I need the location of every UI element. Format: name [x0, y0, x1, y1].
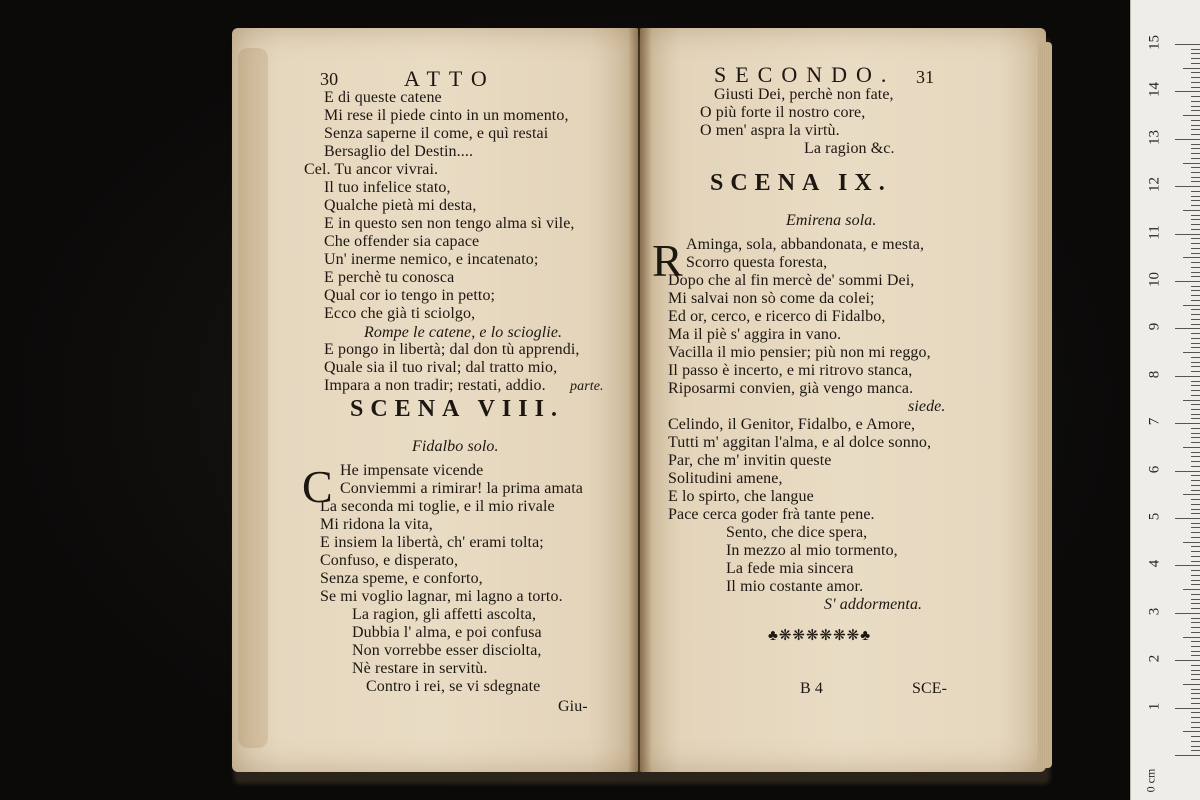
ruler-tick	[1191, 480, 1200, 481]
ruler-tick	[1191, 181, 1200, 182]
text-line: E perchè tu conosca	[324, 269, 455, 286]
catchword: SCE-	[912, 680, 948, 697]
ruler-tick	[1183, 68, 1200, 69]
text-line: Il mio costante amor.	[726, 578, 864, 595]
ruler-label: 2	[1146, 654, 1163, 663]
ruler-label: 9	[1146, 323, 1163, 331]
text-line: In mezzo al mio tormento,	[726, 542, 898, 559]
text-line: Riposarmi convien, già vengo manca.	[668, 380, 914, 397]
page-stain	[238, 48, 268, 748]
ruler-tick	[1191, 641, 1200, 642]
ruler-tick	[1191, 532, 1200, 533]
ruler-tick	[1191, 96, 1200, 97]
ruler-tick	[1191, 267, 1200, 268]
ruler-tick	[1191, 290, 1200, 291]
ruler-tick	[1191, 665, 1200, 666]
ruler-tick	[1191, 106, 1200, 107]
text-line: Un' inerme nemico, e incatenato;	[324, 251, 539, 268]
page-number: 31	[916, 67, 935, 87]
running-head: SECONDO.	[714, 62, 896, 87]
stage-direction: siede.	[908, 398, 946, 415]
ruler-tick	[1191, 561, 1200, 562]
ruler-tick	[1191, 276, 1200, 277]
ruler-tick	[1175, 471, 1200, 472]
text-line: Qual cor io tengo in petto;	[324, 287, 496, 304]
ruler-tick	[1183, 305, 1200, 306]
ruler-tick	[1191, 599, 1200, 600]
ruler-tick	[1191, 385, 1200, 386]
ruler-tick	[1175, 328, 1200, 329]
ruler-tick	[1191, 442, 1200, 443]
ruler-tick	[1191, 703, 1200, 704]
text-line: Dubbia l' alma, e poi confusa	[352, 624, 542, 641]
text-line: O più forte il nostro core,	[700, 104, 866, 121]
ruler-tick	[1191, 148, 1200, 149]
ruler-tick	[1191, 371, 1200, 372]
ruler-tick	[1191, 366, 1200, 367]
text-line: Giusti Dei, perchè non fate,	[714, 86, 894, 103]
ruler-tick	[1191, 338, 1200, 339]
ruler-tick	[1191, 215, 1200, 216]
open-book	[228, 28, 1048, 780]
ruler-tick	[1191, 722, 1200, 723]
ruler-tick	[1191, 618, 1200, 619]
text-line: Senza saperne il come, e quì restai	[324, 125, 549, 142]
text-line: Che offender sia capace	[324, 233, 480, 250]
ruler-tick	[1175, 755, 1200, 756]
ruler-tick	[1191, 674, 1200, 675]
text-line: O men' aspra la virtù.	[700, 122, 840, 139]
ruler-tick	[1191, 418, 1200, 419]
ruler-tick	[1191, 153, 1200, 154]
scene-character: Fidalbo solo.	[412, 438, 499, 455]
ruler-tick	[1175, 565, 1200, 566]
ruler-unit: 0 cm	[1143, 768, 1158, 793]
ruler-label: 5	[1146, 512, 1163, 521]
ruler-tick	[1175, 234, 1200, 235]
ruler-tick	[1191, 513, 1200, 514]
ruler-tick	[1191, 651, 1200, 652]
text-line: La seconda mi toglie, e il mio rivale	[320, 498, 555, 515]
ruler-tick	[1191, 395, 1200, 396]
ruler-tick	[1191, 63, 1200, 64]
ruler-tick	[1175, 139, 1200, 140]
ruler-tick	[1191, 584, 1200, 585]
ruler-tick	[1191, 191, 1200, 192]
ruler-label: 4	[1146, 560, 1163, 568]
catchword: Giu-	[558, 698, 588, 715]
text-line: Celindo, il Genitor, Fidalbo, e Amore,	[668, 416, 916, 433]
ruler-tick	[1191, 466, 1200, 467]
text-line: Tutti m' aggitan l'alma, e al dolce sonno,	[668, 434, 932, 451]
ruler-tick	[1191, 82, 1200, 83]
ruler-tick	[1191, 172, 1200, 173]
ruler-tick	[1191, 698, 1200, 699]
ruler-tick	[1191, 409, 1200, 410]
ruler-tick	[1191, 53, 1200, 54]
drop-capital: C	[302, 461, 333, 512]
text-line: Non vorrebbe esser disciolta,	[352, 642, 542, 659]
ruler-tick	[1191, 414, 1200, 415]
ruler-tick	[1191, 622, 1200, 623]
text-line: Vacilla il mio pensier; più non mi reggo,	[668, 344, 931, 361]
ruler-tick	[1191, 679, 1200, 680]
ruler-tick	[1191, 670, 1200, 671]
ruler-label: 12	[1146, 177, 1163, 193]
ruler-tick	[1191, 200, 1200, 201]
ruler-tick	[1191, 58, 1200, 59]
ruler-tick	[1191, 509, 1200, 510]
ruler-label: 8	[1146, 370, 1163, 379]
ruler-tick	[1175, 660, 1200, 661]
ruler-tick	[1191, 87, 1200, 88]
ruler-tick	[1183, 589, 1200, 590]
ruler-tick	[1191, 404, 1200, 405]
ruler-tick	[1191, 437, 1200, 438]
ruler-tick	[1183, 731, 1200, 732]
ruler-tick	[1191, 295, 1200, 296]
ruler-tick	[1191, 485, 1200, 486]
ruler-tick	[1191, 286, 1200, 287]
text-line: Se mi voglio lagnar, mi lagno a torto.	[320, 588, 563, 605]
text-line: E lo spirto, che langue	[668, 488, 814, 505]
ruler-tick	[1191, 608, 1200, 609]
ruler-tick	[1183, 637, 1200, 638]
ruler-tick	[1191, 693, 1200, 694]
ruler-tick	[1191, 77, 1200, 78]
page-number: 30	[320, 69, 339, 89]
da-capo: La ragion &c.	[804, 140, 895, 157]
ruler-tick	[1191, 504, 1200, 505]
ruler-tick	[1191, 741, 1200, 742]
ruler-tick	[1191, 248, 1200, 249]
ruler-label: 15	[1146, 35, 1163, 50]
text-line: E insiem la libertà, ch' erami tolta;	[320, 534, 544, 551]
text-line: Mi ridona la vita,	[320, 516, 433, 533]
ruler-tick	[1191, 219, 1200, 220]
ruler-tick	[1175, 423, 1200, 424]
ruler-tick	[1191, 224, 1200, 225]
ruler-tick	[1191, 433, 1200, 434]
ruler-tick	[1191, 333, 1200, 334]
ruler-tick	[1175, 613, 1200, 614]
drop-capital: R	[652, 235, 683, 286]
ruler-tick	[1183, 542, 1200, 543]
text-line: Qualche pietà mi desta,	[324, 197, 477, 214]
ruler-tick	[1191, 594, 1200, 595]
text-line: Quale sia il tuo rival; dal tratto mio,	[324, 359, 558, 376]
ruler-tick	[1191, 314, 1200, 315]
ruler-tick	[1183, 257, 1200, 258]
ruler-tick	[1191, 309, 1200, 310]
ruler-tick	[1183, 115, 1200, 116]
text-line: Impara a non tradir; restati, addio.	[324, 377, 546, 394]
ruler-tick	[1191, 475, 1200, 476]
ruler-tick	[1175, 91, 1200, 92]
ruler-label: 13	[1146, 129, 1163, 145]
ruler-tick	[1175, 186, 1200, 187]
ruler-tick	[1191, 712, 1200, 713]
text-line: La ragion, gli affetti ascolta,	[352, 606, 537, 623]
ruler-tick	[1191, 381, 1200, 382]
ruler-tick	[1183, 400, 1200, 401]
ruler-tick	[1191, 120, 1200, 121]
text-line: Il tuo infelice stato,	[324, 179, 451, 196]
ruler-tick	[1191, 546, 1200, 547]
text-line: Scorro questa foresta,	[686, 254, 828, 271]
ruler-tick	[1191, 167, 1200, 168]
ruler-tick	[1175, 518, 1200, 519]
text-line: Conviemmi a rimirar! la prima amata	[340, 480, 583, 497]
text-line: Sento, che dice spera,	[726, 524, 868, 541]
ruler-label: 3	[1146, 607, 1163, 616]
text-line: Ma il piè s' aggira in vano.	[668, 326, 842, 343]
ruler-tick	[1191, 632, 1200, 633]
text-line: Cel. Tu ancor vivrai.	[304, 161, 439, 178]
ruler-tick	[1191, 452, 1200, 453]
ruler-tick	[1191, 537, 1200, 538]
left-page	[232, 28, 638, 772]
printer-ornament: ♣❋❋❋❋❋❋♣	[768, 628, 872, 644]
stage-direction: Rompe le catene, e lo scioglie.	[364, 324, 563, 341]
ruler-tick	[1183, 210, 1200, 211]
ruler-label: 1	[1146, 702, 1163, 710]
ruler-label: 11	[1146, 224, 1163, 240]
stage-direction: S' addormenta.	[824, 596, 923, 613]
page-edges	[1038, 42, 1052, 768]
text-line: Contro i rei, se vi sdegnate	[366, 678, 541, 695]
ruler-tick	[1191, 272, 1200, 273]
measurement-ruler	[1130, 0, 1200, 800]
ruler-tick	[1191, 390, 1200, 391]
ruler-tick	[1191, 646, 1200, 647]
ruler-tick	[1183, 494, 1200, 495]
ruler-tick	[1191, 556, 1200, 557]
ruler-tick	[1191, 499, 1200, 500]
ruler-tick	[1191, 603, 1200, 604]
text-line: Nè restare in servitù.	[352, 660, 488, 677]
ruler-label: 10	[1146, 272, 1163, 287]
ruler-tick	[1175, 44, 1200, 45]
ruler-label: 6	[1146, 465, 1163, 473]
ruler-tick	[1191, 319, 1200, 320]
scene-character: Emirena sola.	[786, 212, 877, 229]
scene-title: SCENA VIII.	[350, 396, 564, 422]
ruler-tick	[1175, 376, 1200, 377]
text-line: Ed or, cerco, e ricerco di Fidalbo,	[668, 308, 886, 325]
ruler-tick	[1191, 461, 1200, 462]
text-line: He impensate vicende	[340, 462, 484, 479]
text-line: E pongo in libertà; dal don tù apprendi,	[324, 341, 580, 358]
ruler-tick	[1191, 750, 1200, 751]
text-line: Pace cerca goder frà tante pene.	[668, 506, 875, 523]
text-line: Mi salvai non sò come da colei;	[668, 290, 875, 307]
ruler-tick	[1191, 428, 1200, 429]
scene-title: SCENA IX.	[710, 170, 892, 196]
ruler-tick	[1191, 362, 1200, 363]
text-line: Senza speme, e conforto,	[320, 570, 483, 587]
ruler-tick	[1191, 523, 1200, 524]
text-line: La fede mia sincera	[726, 560, 854, 577]
running-head: ATTO	[404, 66, 496, 91]
ruler-tick	[1191, 110, 1200, 111]
ruler-tick	[1175, 281, 1200, 282]
ruler-tick	[1191, 229, 1200, 230]
signature-mark: B 4	[800, 680, 823, 697]
ruler-tick	[1191, 570, 1200, 571]
text-line: Solitudini amene,	[668, 470, 783, 487]
ruler-tick	[1183, 163, 1200, 164]
text-line: Ecco che già ti sciolgo,	[324, 305, 476, 322]
ruler-tick	[1191, 551, 1200, 552]
ruler-tick	[1191, 262, 1200, 263]
ruler-tick	[1191, 627, 1200, 628]
ruler-tick	[1183, 352, 1200, 353]
ruler-tick	[1191, 575, 1200, 576]
ruler-tick	[1191, 243, 1200, 244]
ruler-tick	[1191, 101, 1200, 102]
book-gutter	[628, 28, 652, 772]
ruler-tick	[1191, 655, 1200, 656]
ruler-tick	[1191, 717, 1200, 718]
text-line: Confuso, e disperato,	[320, 552, 459, 569]
ruler-tick	[1191, 490, 1200, 491]
ruler-tick	[1191, 158, 1200, 159]
ruler-tick	[1191, 134, 1200, 135]
text-line: E in questo sen non tengo alma sì vile,	[324, 215, 575, 232]
ruler-tick	[1191, 580, 1200, 581]
ruler-tick	[1191, 746, 1200, 747]
ruler-tick	[1191, 144, 1200, 145]
ruler-tick	[1191, 238, 1200, 239]
ruler-tick	[1183, 684, 1200, 685]
ruler-tick	[1191, 727, 1200, 728]
ruler-tick	[1175, 708, 1200, 709]
ruler-tick	[1191, 205, 1200, 206]
ruler-tick	[1191, 357, 1200, 358]
text-line: Par, che m' invitin queste	[668, 452, 832, 469]
ruler-tick	[1191, 736, 1200, 737]
ruler-tick	[1191, 72, 1200, 73]
ruler-tick	[1191, 49, 1200, 50]
ruler-tick	[1191, 689, 1200, 690]
text-line: Aminga, sola, abbandonata, e mesta,	[686, 236, 925, 253]
ruler-tick	[1191, 253, 1200, 254]
ruler-tick	[1191, 456, 1200, 457]
exit-mark: parte.	[570, 379, 604, 394]
text-line: Bersaglio del Destin....	[324, 143, 474, 160]
text-line: Il passo è incerto, e mi ritrovo stanca,	[668, 362, 913, 379]
text-line: E di queste catene	[324, 89, 442, 106]
text-line: Mi rese il piede cinto in un momento,	[324, 107, 569, 124]
ruler-label: 14	[1146, 82, 1163, 98]
ruler-tick	[1191, 177, 1200, 178]
ruler-tick	[1191, 196, 1200, 197]
ruler-tick	[1183, 447, 1200, 448]
ruler-tick	[1191, 343, 1200, 344]
ruler-tick	[1191, 347, 1200, 348]
text-line: Dopo che al fin mercè de' sommi Dei,	[668, 272, 915, 289]
ruler-tick	[1191, 300, 1200, 301]
ruler-tick	[1191, 324, 1200, 325]
right-page	[640, 28, 1046, 772]
ruler-tick	[1191, 129, 1200, 130]
ruler-tick	[1191, 527, 1200, 528]
ruler-tick	[1191, 125, 1200, 126]
ruler-label: 7	[1146, 417, 1163, 426]
